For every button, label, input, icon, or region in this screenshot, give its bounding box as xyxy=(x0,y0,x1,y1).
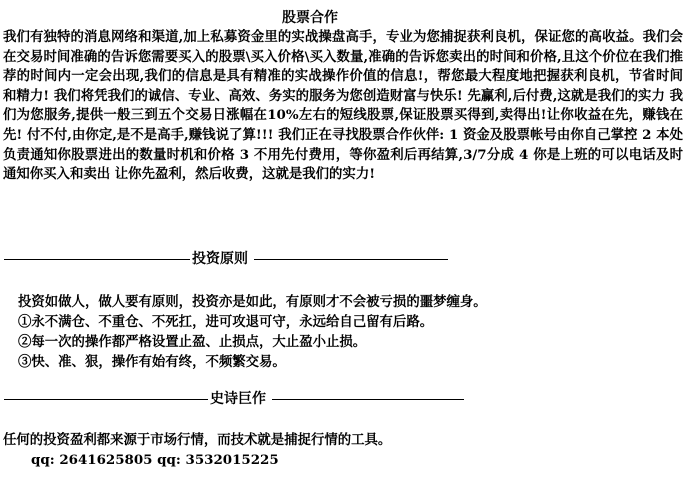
principles-list xyxy=(18,292,678,372)
principles-heading: 投资原则 xyxy=(192,251,248,267)
principle-item: ③快、准、狠，操作有始有终，不频繁交易。 xyxy=(18,354,286,370)
principles-intro: 投资如做人，做人要有原则，投资亦是如此，有原则才不会被亏损的噩梦缠身。 xyxy=(18,294,487,310)
epic-heading: 史诗巨作 xyxy=(210,391,266,407)
divider-line-right xyxy=(254,259,448,260)
epic-section xyxy=(3,430,683,470)
contact-qq: qq: 2641625805 qq: 3532015225 xyxy=(31,452,279,468)
principles-divider xyxy=(4,250,464,268)
page-title: 股票合作 xyxy=(282,10,338,26)
epic-divider xyxy=(4,390,464,408)
divider-line-left xyxy=(4,259,190,260)
principle-item: ②每一次的操作都严格设置止盈、止损点，大止盈小止损。 xyxy=(18,334,367,350)
epic-text: 任何的投资盈利都来源于市场行情，而技术就是捕捉行情的工具。 xyxy=(3,432,392,448)
divider-line-right xyxy=(272,399,464,400)
divider-line-left xyxy=(4,399,208,400)
principle-item: ①永不满仓、不重仓、不死扛，进可攻退可守，永远给自己留有后路。 xyxy=(18,314,434,330)
intro-paragraph: 我们有独特的消息网络和渠道,加上私募资金里的实战操盘高手，专业为您捕捉获利良机，保证您的高收益。我们会在交易时间准确的告诉您需要买入的股票\买入价格\买入数量,准确的告诉您卖出的时间和价格,且这个价位在我们推荐的时间内一定会出现,我们的信息是具有精准的实战操作价值的信息!，帮您最大程度地把握获利良机，节省时间和精力! 我们将凭我们的诚信、专业、高效、务实的服务为您创造财富与快乐! 先赢利,后付费,这就是我们的实力 我们为您服务,提供一般三到五个交易日涨幅在10%左右的短线股票,保证股票买得到,卖得出!让你收益在先，赚钱在先! 付不付,由你定,是不是高手,赚钱说了算!!! 我们正在寻找股票合作伙伴: 1 资金及股票帐号由你自己掌控 2 本处负责通知你股票进出的数量时机和价格 3 不用先付费用，等你盈利后再结算,3/7分成 4 你是上班的可以电话及时通知你买入和卖出 让你先盈利，然后收费，这就是我们的实力! xyxy=(3,29,683,183)
